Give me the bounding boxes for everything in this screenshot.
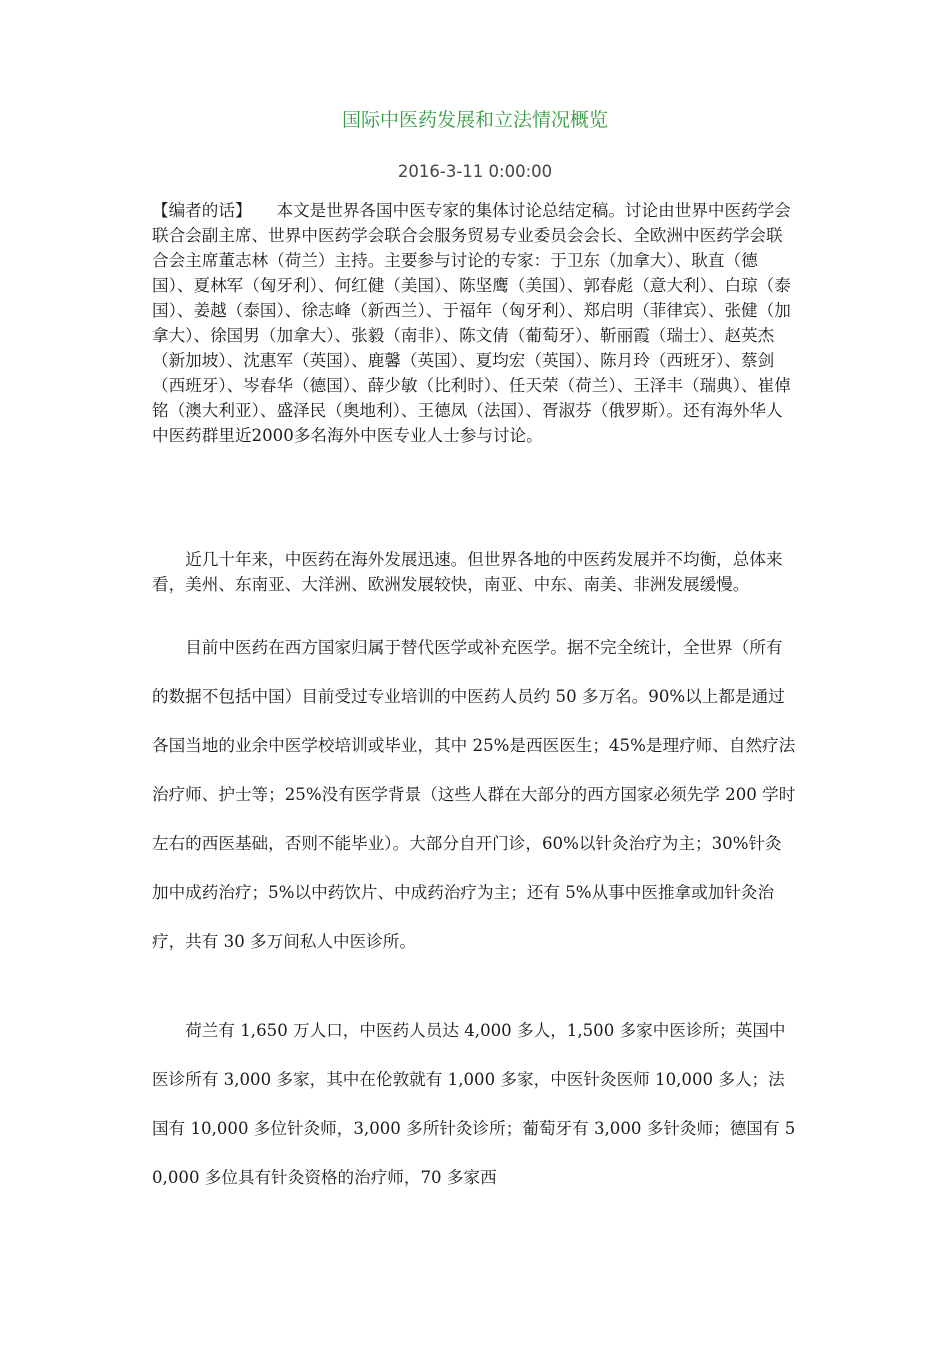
- paragraph-statistics: 目前中医药在西方国家归属于替代医学或补充医学。据不完全统计，全世界（所有的数据不包括中国）目前受过专业培训的中医药人员约 50 多万名。90%以上都是通过各国当地的业余中医学校培训或毕业，其中 25%是西医医生；45%是理疗师、自然疗法治疗师、护士等；25%没有医学背景（这些人群在大部分的西方国家必须先学 200 学时左右的西医基础，否则不能毕业）。大部分自开门诊，60%以针灸治疗为主；30%针灸加中成药治疗；5%以中药饮片、中成药治疗为主；还有 5%从事中医推拿或加针灸治疗，共有 30 多万间私人中医诊所。: [152, 638, 796, 951]
- article-date: 2016-3-11 0:00:00: [397, 162, 553, 181]
- editor-note: 【编者的话】 本文是世界各国中医专家的集体讨论总结定稿。讨论由世界中医药学会联合会副主席、世界中医药学会联合会服务贸易专业委员会会长、全欧洲中医药学会联合会主席董志林（荷兰）主持。主要参与讨论的专家：于卫东（加拿大）、耿直（德国）、夏林军（匈牙利）、何红健（美国）、陈坚鹰（美国）、郭春彪（意大利）、白琼（泰国）、姜越（泰国）、徐志峰（新西兰）、于福年（匈牙利）、郑启明（菲律宾）、张健（加拿大）、徐国男（加拿大）、张毅（南非）、陈文倩（葡萄牙）、靳丽霞（瑞士）、赵英杰（新加坡）、沈惠军（英国）、鹿馨（英国）、夏均宏（英国）、陈月玲（西班牙）、蔡剑（西班牙）、岑春华（德国）、薛少敏（比利时）、任天荣（荷兰）、王泽丰（瑞典）、崔倬铭（澳大利亚）、盛泽民（奥地利）、王德凤（法国）、胥淑芬（俄罗斯）。还有海外华人中医药群里近2000多名海外中医专业人士参与讨论。: [152, 201, 791, 445]
- paragraph-countries: 荷兰有 1,650 万人口，中医药人员达 4,000 多人，1,500 多家中医诊所；英国中医诊所有 3,000 多家，其中在伦敦就有 1,000 多家，中医针灸医师 10,000 多人；法国有 10,000 多位针灸师，3,000 多所针灸诊所；葡萄牙有 3,000 多针灸师；德国有 50,000 多位具有针灸资格的治疗师，70 多家西: [152, 1021, 796, 1187]
- paragraph-intro: 近几十年来，中医药在海外发展迅速。但世界各地的中医药发展并不均衡，总体来看，美州、东南亚、大洋洲、欧洲发展较快，南亚、中东、南美、非洲发展缓慢。: [152, 550, 783, 594]
- article-title: 国际中医药发展和立法情况概览: [341, 109, 608, 131]
